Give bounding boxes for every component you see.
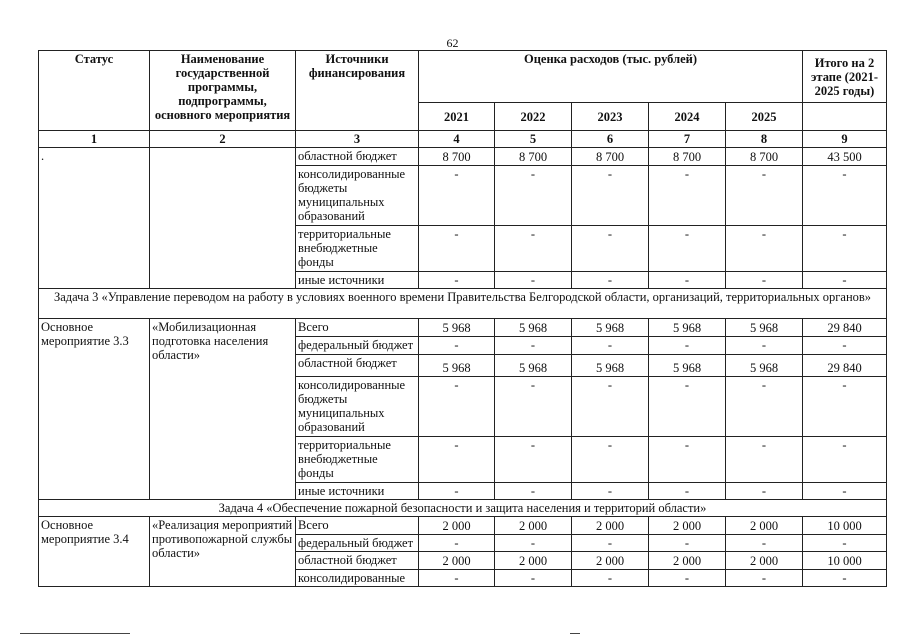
- value-cell: 5 968: [649, 319, 726, 337]
- source-cell: иные источники: [296, 272, 419, 289]
- value-cell: -: [419, 377, 495, 437]
- source-cell: областной бюджет: [296, 552, 419, 570]
- total-cell: 10 000: [803, 552, 887, 570]
- column-number: 7: [649, 131, 726, 148]
- value-cell: -: [495, 535, 572, 552]
- total-cell: -: [803, 377, 887, 437]
- source-cell: территориальные внебюджетные фонды: [296, 437, 419, 483]
- value-cell: 8 700: [726, 148, 803, 166]
- total-cell: -: [803, 226, 887, 272]
- column-number: 9: [803, 131, 887, 148]
- value-cell: -: [495, 377, 572, 437]
- total-cell: 10 000: [803, 517, 887, 535]
- value-cell: -: [726, 437, 803, 483]
- source-cell: федеральный бюджет: [296, 535, 419, 552]
- column-number: 5: [495, 131, 572, 148]
- total-cell: 29 840: [803, 319, 887, 337]
- source-cell: федеральный бюджет: [296, 337, 419, 355]
- header-total-empty: [803, 103, 887, 131]
- column-number: 8: [726, 131, 803, 148]
- value-cell: 2 000: [649, 517, 726, 535]
- name-cell: «Мобилизационная подготовка населения области»: [150, 319, 296, 500]
- total-cell: -: [803, 483, 887, 500]
- status-cell: .: [39, 148, 150, 289]
- value-cell: 5 968: [649, 355, 726, 377]
- value-cell: -: [572, 337, 649, 355]
- value-cell: -: [649, 337, 726, 355]
- value-cell: -: [572, 570, 649, 587]
- total-cell: -: [803, 437, 887, 483]
- total-cell: 43 500: [803, 148, 887, 166]
- column-number: 6: [572, 131, 649, 148]
- source-cell: территориальные внебюджетные фонды: [296, 226, 419, 272]
- value-cell: -: [572, 535, 649, 552]
- value-cell: -: [495, 437, 572, 483]
- status-cell: Основное мероприятие 3.3: [39, 319, 150, 500]
- header-year: 2023: [572, 103, 649, 131]
- value-cell: -: [649, 377, 726, 437]
- source-cell: консолидированные бюджеты муниципальных образований: [296, 377, 419, 437]
- total-cell: -: [803, 570, 887, 587]
- value-cell: -: [649, 226, 726, 272]
- value-cell: -: [419, 535, 495, 552]
- header-total: Итого на 2 этапе (2021-2025 годы): [803, 51, 887, 103]
- value-cell: -: [419, 337, 495, 355]
- page-number: 62: [446, 36, 459, 50]
- source-cell: иные источники: [296, 483, 419, 500]
- value-cell: -: [572, 272, 649, 289]
- value-cell: 2 000: [649, 552, 726, 570]
- value-cell: 5 968: [419, 355, 495, 377]
- value-cell: 2 000: [419, 552, 495, 570]
- value-cell: 2 000: [495, 517, 572, 535]
- value-cell: -: [572, 377, 649, 437]
- value-cell: 8 700: [495, 148, 572, 166]
- value-cell: 2 000: [572, 552, 649, 570]
- value-cell: 5 968: [495, 319, 572, 337]
- value-cell: -: [726, 535, 803, 552]
- value-cell: -: [419, 272, 495, 289]
- task-row: [39, 289, 887, 319]
- value-cell: -: [649, 483, 726, 500]
- source-cell: Всего: [296, 517, 419, 535]
- source-cell: Всего: [296, 319, 419, 337]
- value-cell: -: [572, 166, 649, 226]
- header-sources: Источники финансирования: [296, 51, 419, 131]
- value-cell: 2 000: [495, 552, 572, 570]
- header-year: 2024: [649, 103, 726, 131]
- status-cell: Основное мероприятие 3.4: [39, 517, 150, 587]
- table-row: [39, 148, 887, 166]
- total-cell: 29 840: [803, 355, 887, 377]
- value-cell: -: [495, 226, 572, 272]
- task-heading: Задача 4 «Обеспечение пожарной безопасности и защита населения и территорий области»: [39, 500, 887, 517]
- value-cell: -: [726, 226, 803, 272]
- column-number: 2: [150, 131, 296, 148]
- value-cell: 8 700: [419, 148, 495, 166]
- value-cell: 2 000: [726, 517, 803, 535]
- column-number: 4: [419, 131, 495, 148]
- name-cell: [150, 148, 296, 289]
- value-cell: -: [649, 272, 726, 289]
- value-cell: -: [726, 337, 803, 355]
- table-row: [39, 319, 887, 337]
- value-cell: -: [495, 570, 572, 587]
- value-cell: 5 968: [495, 355, 572, 377]
- column-numbers-row: [39, 131, 887, 148]
- source-cell: областной бюджет: [296, 355, 419, 377]
- value-cell: -: [419, 226, 495, 272]
- value-cell: -: [572, 437, 649, 483]
- value-cell: 5 968: [726, 319, 803, 337]
- value-cell: 5 968: [726, 355, 803, 377]
- total-cell: -: [803, 337, 887, 355]
- table-row: [39, 517, 887, 535]
- source-cell: консолидированные: [296, 570, 419, 587]
- value-cell: -: [649, 570, 726, 587]
- value-cell: 5 968: [419, 319, 495, 337]
- value-cell: -: [726, 272, 803, 289]
- name-cell: «Реализация мероприятий противопожарной службы области»: [150, 517, 296, 587]
- value-cell: 2 000: [726, 552, 803, 570]
- value-cell: 8 700: [572, 148, 649, 166]
- total-cell: -: [803, 272, 887, 289]
- value-cell: -: [495, 272, 572, 289]
- value-cell: -: [649, 437, 726, 483]
- value-cell: -: [419, 483, 495, 500]
- source-cell: консолидированные бюджеты муниципальных образований: [296, 166, 419, 226]
- value-cell: -: [726, 166, 803, 226]
- value-cell: -: [495, 166, 572, 226]
- footer-rule: [20, 633, 130, 634]
- header-year: 2021: [419, 103, 495, 131]
- value-cell: 8 700: [649, 148, 726, 166]
- column-number: 3: [296, 131, 419, 148]
- header-year: 2025: [726, 103, 803, 131]
- value-cell: -: [649, 535, 726, 552]
- total-cell: -: [803, 166, 887, 226]
- task-heading: Задача 3 «Управление переводом на работу в условиях военного времени Правительства Белгородской области, организаций, территориальных органов»: [39, 289, 887, 319]
- value-cell: 2 000: [572, 517, 649, 535]
- value-cell: -: [726, 483, 803, 500]
- value-cell: -: [726, 377, 803, 437]
- value-cell: 5 968: [572, 355, 649, 377]
- header-status: Статус: [39, 51, 150, 131]
- value-cell: -: [495, 337, 572, 355]
- value-cell: -: [419, 437, 495, 483]
- total-cell: -: [803, 535, 887, 552]
- task-row: [39, 500, 887, 517]
- header-program-name: Наименование государственной программы, подпрограммы, основного мероприятия: [150, 51, 296, 131]
- source-cell: областной бюджет: [296, 148, 419, 166]
- value-cell: -: [419, 570, 495, 587]
- value-cell: -: [419, 166, 495, 226]
- value-cell: -: [572, 483, 649, 500]
- footer-rule: [570, 633, 580, 634]
- column-number: 1: [39, 131, 150, 148]
- budget-table: [38, 50, 887, 587]
- header-estimate: Оценка расходов (тыс. рублей): [419, 51, 803, 103]
- value-cell: 5 968: [572, 319, 649, 337]
- value-cell: -: [572, 226, 649, 272]
- value-cell: -: [649, 166, 726, 226]
- value-cell: 2 000: [419, 517, 495, 535]
- header-year: 2022: [495, 103, 572, 131]
- value-cell: -: [726, 570, 803, 587]
- value-cell: -: [495, 483, 572, 500]
